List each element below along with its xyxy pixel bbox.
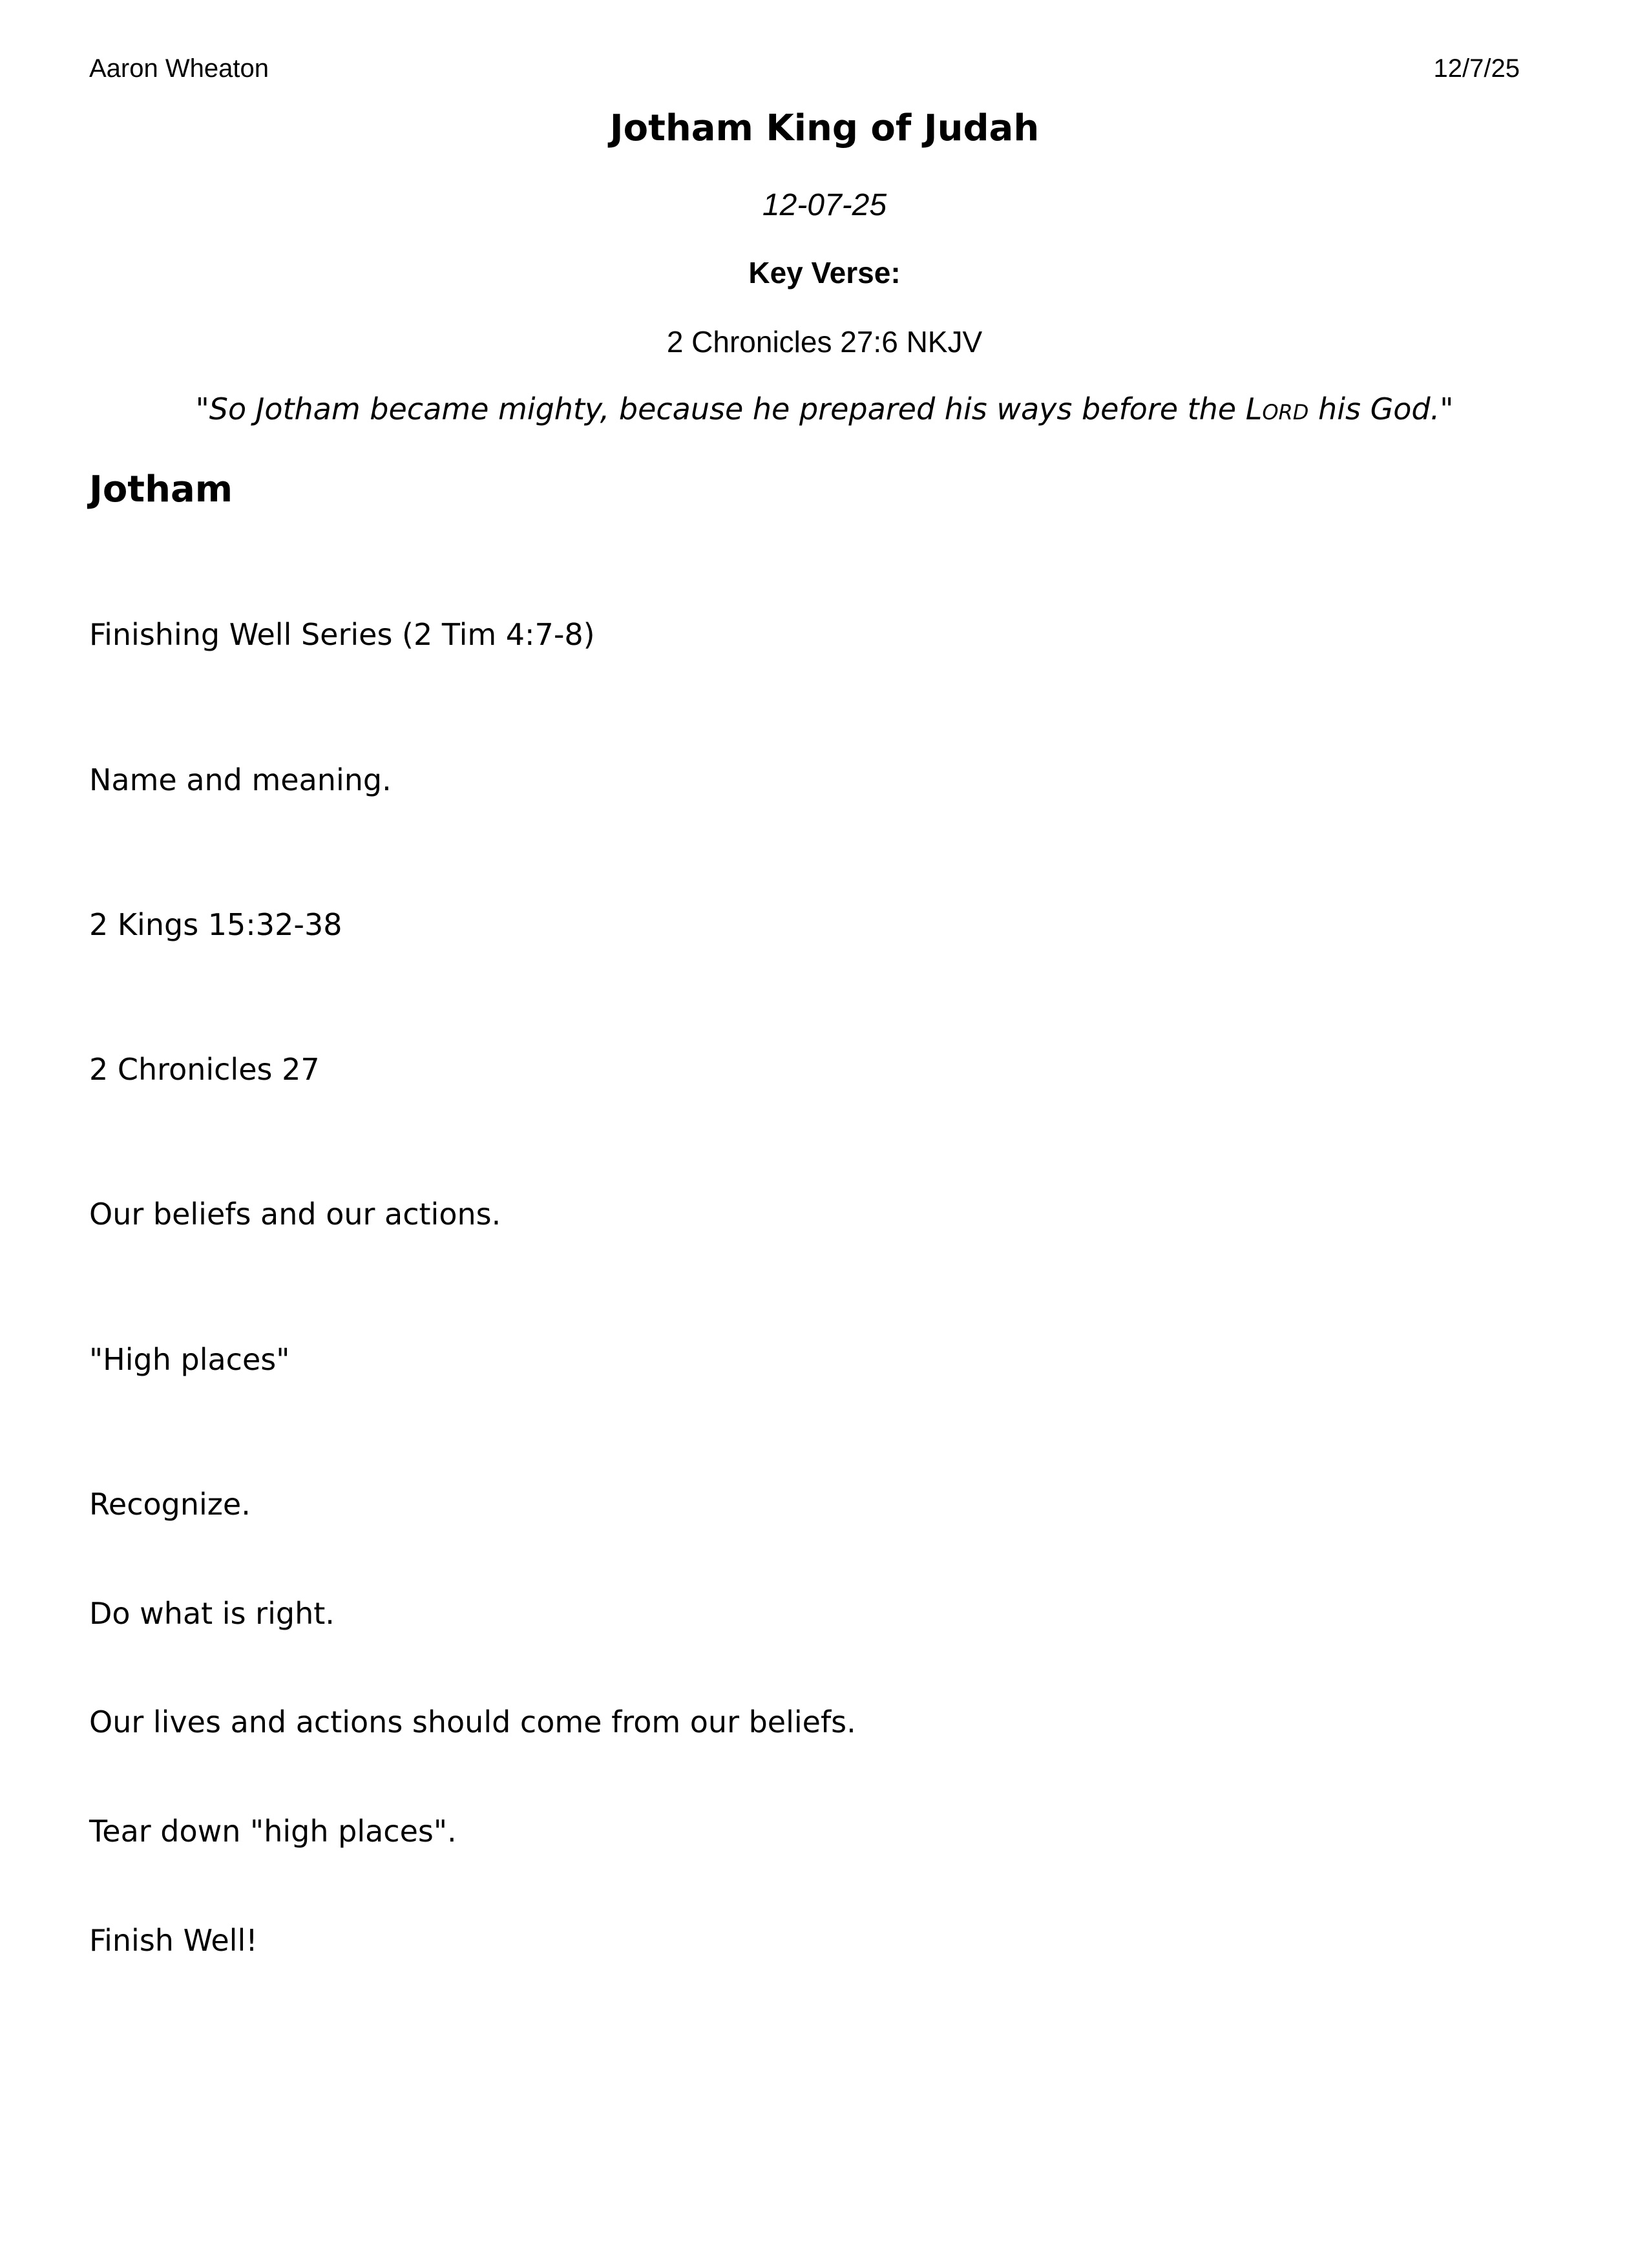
outline-item: "High places" xyxy=(89,1342,290,1377)
sermon-date: 12-07-25 xyxy=(762,188,887,222)
key-verse-quote-start: "So Jotham became mighty, because he prepared his ways before the xyxy=(195,392,1246,426)
outline-item: Do what is right. xyxy=(89,1596,335,1631)
outline-item: Recognize. xyxy=(89,1487,251,1522)
section-heading: Jotham xyxy=(89,468,233,510)
key-verse-quote-lord: Lord xyxy=(1245,392,1309,426)
key-verse-quote xyxy=(0,392,1649,426)
outline-item: Our beliefs and our actions. xyxy=(89,1197,501,1232)
outline-item: Tear down "high places". xyxy=(89,1814,457,1849)
outline-item: Our lives and actions should come from our beliefs. xyxy=(89,1705,856,1739)
key-verse-label: Key Verse: xyxy=(748,256,901,289)
page-title: Jotham King of Judah xyxy=(609,107,1040,149)
author-name: Aaron Wheaton xyxy=(89,54,269,83)
outline-item: Finish Well! xyxy=(89,1923,258,1958)
outline-item: 2 Chronicles 27 xyxy=(89,1052,320,1087)
key-verse-reference: 2 Chronicles 27:6 NKJV xyxy=(666,325,983,359)
outline-item: 2 Kings 15:32-38 xyxy=(89,907,342,942)
header-date: 12/7/25 xyxy=(1433,54,1520,83)
outline-item: Name and meaning. xyxy=(89,762,392,797)
key-verse-quote-end: his God." xyxy=(1308,392,1454,426)
outline-item: Finishing Well Series (2 Tim 4:7-8) xyxy=(89,617,595,652)
